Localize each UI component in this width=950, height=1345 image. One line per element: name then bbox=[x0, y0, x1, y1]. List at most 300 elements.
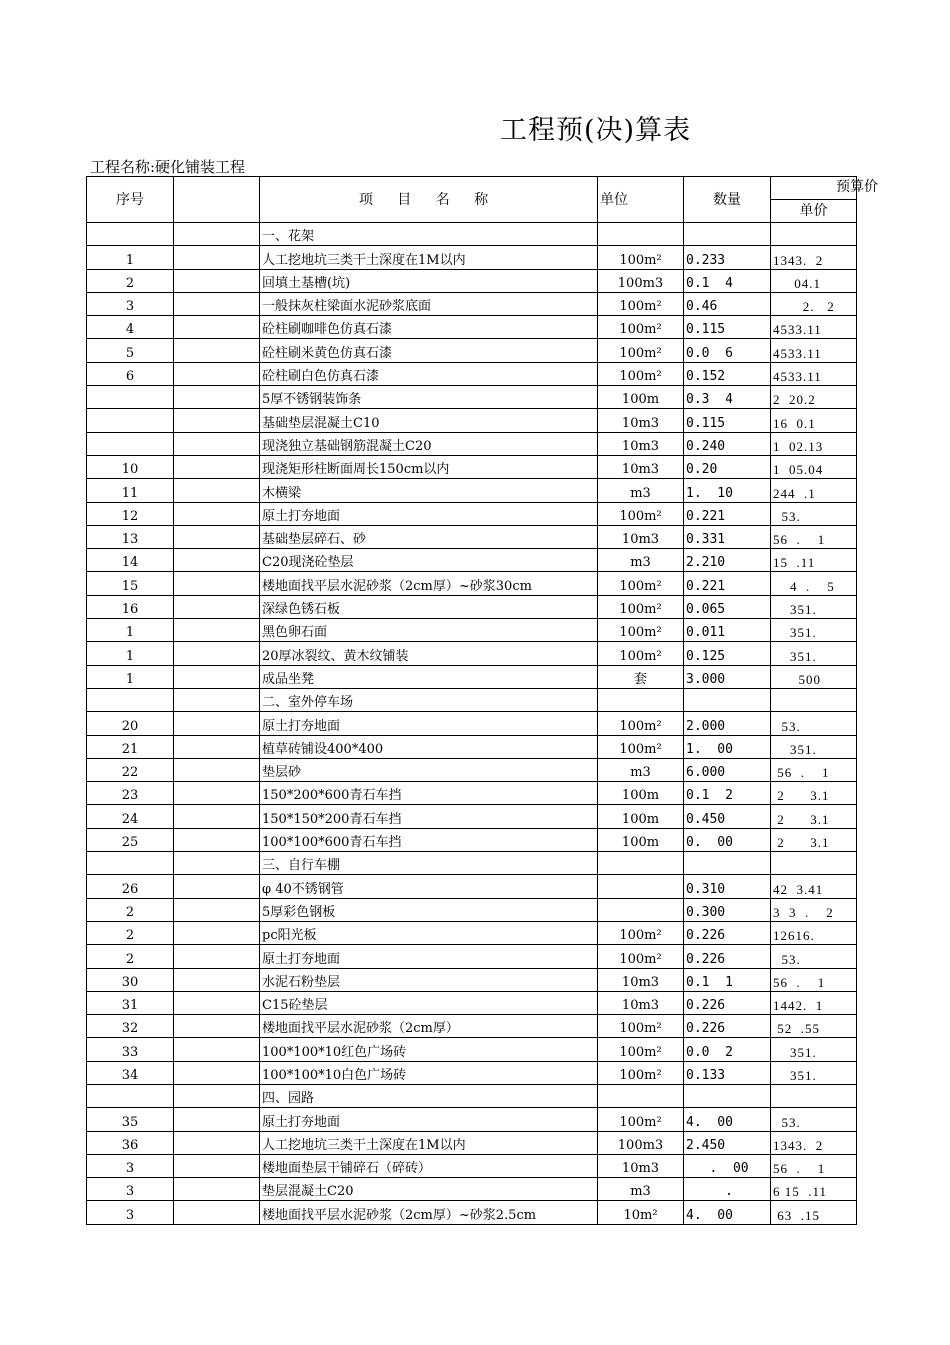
row-seq: 31 bbox=[87, 991, 174, 1014]
row-seq: 15 bbox=[87, 572, 174, 595]
row-name: 100*100*10红色广场砖 bbox=[260, 1038, 598, 1061]
row-seq bbox=[87, 1084, 174, 1107]
table-row bbox=[87, 642, 857, 665]
row-qty: 0.331 bbox=[684, 525, 771, 548]
row-price: 56 . 1 bbox=[771, 968, 857, 991]
row-name: 一、花架 bbox=[260, 223, 598, 246]
row-blank bbox=[174, 223, 260, 246]
row-unit: 100m bbox=[598, 828, 684, 851]
row-price: 2 3.1 bbox=[771, 782, 857, 805]
row-name: 100*100*600青石车挡 bbox=[260, 828, 598, 851]
row-unit: 10m3 bbox=[598, 432, 684, 455]
row-qty: 0.300 bbox=[684, 898, 771, 921]
header-name: 项 目 名 称 bbox=[260, 177, 598, 223]
row-unit: 100m² bbox=[598, 339, 684, 362]
row-unit bbox=[598, 688, 684, 711]
table-row bbox=[87, 549, 857, 572]
table-row bbox=[87, 1201, 857, 1224]
row-blank bbox=[174, 269, 260, 292]
row-name: C20现浇砼垫层 bbox=[260, 549, 598, 572]
table-row bbox=[87, 688, 857, 711]
row-seq: 5 bbox=[87, 339, 174, 362]
row-price: 2 3.1 bbox=[771, 828, 857, 851]
row-unit: 10m3 bbox=[598, 525, 684, 548]
row-name: 150*200*600青石车挡 bbox=[260, 782, 598, 805]
row-unit: 100m² bbox=[598, 1108, 684, 1131]
row-price bbox=[771, 688, 857, 711]
row-blank bbox=[174, 735, 260, 758]
table-row bbox=[87, 1061, 857, 1084]
table-row bbox=[87, 968, 857, 991]
row-blank bbox=[174, 362, 260, 385]
row-blank bbox=[174, 339, 260, 362]
row-qty: 0.1 4 bbox=[684, 269, 771, 292]
row-seq: 22 bbox=[87, 758, 174, 781]
row-seq: 1 bbox=[87, 246, 174, 269]
row-qty: 0.133 bbox=[684, 1061, 771, 1084]
row-price: 1343. 2 bbox=[771, 246, 857, 269]
row-price: 6 15 .11 bbox=[771, 1178, 857, 1201]
row-blank bbox=[174, 619, 260, 642]
row-blank bbox=[174, 828, 260, 851]
row-blank bbox=[174, 455, 260, 478]
row-price: 351. bbox=[771, 1061, 857, 1084]
row-price: 351. bbox=[771, 1038, 857, 1061]
row-blank bbox=[174, 432, 260, 455]
row-unit: 100m² bbox=[598, 572, 684, 595]
row-qty: 0.011 bbox=[684, 619, 771, 642]
row-qty: 2.000 bbox=[684, 712, 771, 735]
row-blank bbox=[174, 782, 260, 805]
table-row bbox=[87, 572, 857, 595]
row-unit: 100m² bbox=[598, 246, 684, 269]
row-seq: 24 bbox=[87, 805, 174, 828]
table-row bbox=[87, 525, 857, 548]
row-unit: 100m bbox=[598, 782, 684, 805]
row-qty: 0.240 bbox=[684, 432, 771, 455]
table-row bbox=[87, 945, 857, 968]
row-blank bbox=[174, 758, 260, 781]
row-qty bbox=[684, 223, 771, 246]
table-row bbox=[87, 502, 857, 525]
row-unit: 100m² bbox=[598, 712, 684, 735]
row-qty: 4. 00 bbox=[684, 1201, 771, 1224]
row-qty: 0.1 2 bbox=[684, 782, 771, 805]
row-blank bbox=[174, 945, 260, 968]
row-unit bbox=[598, 875, 684, 898]
row-unit: m3 bbox=[598, 479, 684, 502]
row-seq: 3 bbox=[87, 1201, 174, 1224]
row-price: 12616. bbox=[771, 921, 857, 944]
row-blank bbox=[174, 1108, 260, 1131]
row-unit: 10m² bbox=[598, 1201, 684, 1224]
row-blank bbox=[174, 525, 260, 548]
table-row bbox=[87, 479, 857, 502]
row-price: 53. bbox=[771, 502, 857, 525]
row-blank bbox=[174, 316, 260, 339]
table-row bbox=[87, 875, 857, 898]
row-unit: 100m² bbox=[598, 1038, 684, 1061]
row-unit: 100m² bbox=[598, 642, 684, 665]
table-row bbox=[87, 1038, 857, 1061]
row-qty: 0.125 bbox=[684, 642, 771, 665]
row-name: 20厚冰裂纹、黄木纹铺装 bbox=[260, 642, 598, 665]
row-unit: 100m² bbox=[598, 921, 684, 944]
table-row bbox=[87, 409, 857, 432]
row-unit: 100m3 bbox=[598, 269, 684, 292]
row-price bbox=[771, 223, 857, 246]
row-price: 1 02.13 bbox=[771, 432, 857, 455]
row-blank bbox=[174, 502, 260, 525]
row-price: 16 0.1 bbox=[771, 409, 857, 432]
row-qty: 1. 10 bbox=[684, 479, 771, 502]
row-price: 15 .11 bbox=[771, 549, 857, 572]
table-row bbox=[87, 1108, 857, 1131]
row-unit: 10m3 bbox=[598, 968, 684, 991]
row-unit: m3 bbox=[598, 549, 684, 572]
row-qty: 0. 00 bbox=[684, 828, 771, 851]
table-row bbox=[87, 455, 857, 478]
row-name: 深绿色锈石板 bbox=[260, 595, 598, 618]
header-row bbox=[87, 177, 857, 200]
row-unit: 100m² bbox=[598, 1015, 684, 1038]
row-name: 原土打夯地面 bbox=[260, 945, 598, 968]
row-blank bbox=[174, 549, 260, 572]
row-price: 4 . 5 bbox=[771, 572, 857, 595]
row-seq: 2 bbox=[87, 269, 174, 292]
row-qty: 0.226 bbox=[684, 945, 771, 968]
table-row bbox=[87, 712, 857, 735]
row-unit: 100m² bbox=[598, 362, 684, 385]
row-seq: 2 bbox=[87, 945, 174, 968]
row-price: 2. 2 bbox=[771, 292, 857, 315]
row-name: 三、自行车棚 bbox=[260, 852, 598, 875]
row-qty: 0.115 bbox=[684, 316, 771, 339]
row-qty: 6.000 bbox=[684, 758, 771, 781]
row-blank bbox=[174, 642, 260, 665]
row-price: 500 bbox=[771, 665, 857, 688]
row-unit: 10m3 bbox=[598, 455, 684, 478]
row-unit: m3 bbox=[598, 758, 684, 781]
row-seq: 21 bbox=[87, 735, 174, 758]
row-name: pc阳光板 bbox=[260, 921, 598, 944]
row-price: 52 .55 bbox=[771, 1015, 857, 1038]
row-blank bbox=[174, 1131, 260, 1154]
row-price: 53. bbox=[771, 945, 857, 968]
row-blank bbox=[174, 246, 260, 269]
row-price: 351. bbox=[771, 735, 857, 758]
row-name: 150*150*200青石车挡 bbox=[260, 805, 598, 828]
table-row bbox=[87, 1015, 857, 1038]
row-unit bbox=[598, 852, 684, 875]
row-seq bbox=[87, 852, 174, 875]
header-seq: 序号 bbox=[87, 177, 174, 223]
row-price bbox=[771, 1084, 857, 1107]
row-qty: 0.0 2 bbox=[684, 1038, 771, 1061]
table-row bbox=[87, 1131, 857, 1154]
table-row bbox=[87, 595, 857, 618]
row-name: φ 40不锈钢管 bbox=[260, 875, 598, 898]
row-price: 1442. 1 bbox=[771, 991, 857, 1014]
table-row bbox=[87, 432, 857, 455]
row-price: 4533.11 bbox=[771, 362, 857, 385]
project-name: 工程名称:硬化铺装工程 bbox=[90, 158, 246, 176]
row-blank bbox=[174, 292, 260, 315]
row-name: 一般抹灰柱梁面水泥砂浆底面 bbox=[260, 292, 598, 315]
row-name: 木横梁 bbox=[260, 479, 598, 502]
table-row bbox=[87, 921, 857, 944]
row-price: 4533.11 bbox=[771, 316, 857, 339]
row-unit: 10m3 bbox=[598, 409, 684, 432]
row-name: 楼地面找平层水泥砂浆（2cm厚）~砂浆30cm bbox=[260, 572, 598, 595]
row-price: 1343. 2 bbox=[771, 1131, 857, 1154]
row-qty bbox=[684, 852, 771, 875]
row-seq: 4 bbox=[87, 316, 174, 339]
row-blank bbox=[174, 1015, 260, 1038]
row-unit bbox=[598, 1084, 684, 1107]
row-name: 原土打夯地面 bbox=[260, 712, 598, 735]
row-price: 1 05.04 bbox=[771, 455, 857, 478]
row-name: 5厚不锈钢装饰条 bbox=[260, 386, 598, 409]
row-qty: 4. 00 bbox=[684, 1108, 771, 1131]
row-unit: 100m bbox=[598, 805, 684, 828]
table-row bbox=[87, 339, 857, 362]
row-qty: 0.226 bbox=[684, 991, 771, 1014]
row-unit: 100m² bbox=[598, 502, 684, 525]
page-title: 工程预(决)算表 bbox=[500, 115, 692, 146]
row-unit: 100m3 bbox=[598, 1131, 684, 1154]
row-qty bbox=[684, 1084, 771, 1107]
row-qty bbox=[684, 688, 771, 711]
row-blank bbox=[174, 898, 260, 921]
table-row bbox=[87, 386, 857, 409]
row-blank bbox=[174, 1084, 260, 1107]
table-row bbox=[87, 758, 857, 781]
header-unit: 单位 bbox=[598, 177, 684, 223]
row-blank bbox=[174, 386, 260, 409]
row-name: 二、室外停车场 bbox=[260, 688, 598, 711]
table-row bbox=[87, 223, 857, 246]
row-name: 100*100*10白色广场砖 bbox=[260, 1061, 598, 1084]
header-budget-cell bbox=[771, 177, 878, 200]
row-name: 楼地面找平层水泥砂浆（2cm厚） bbox=[260, 1015, 598, 1038]
row-qty: 0.226 bbox=[684, 921, 771, 944]
row-unit bbox=[598, 898, 684, 921]
table-row bbox=[87, 735, 857, 758]
row-seq bbox=[87, 409, 174, 432]
row-price: 4533.11 bbox=[771, 339, 857, 362]
row-seq: 3 bbox=[87, 292, 174, 315]
row-seq: 36 bbox=[87, 1131, 174, 1154]
row-seq: 20 bbox=[87, 712, 174, 735]
row-seq: 32 bbox=[87, 1015, 174, 1038]
row-seq: 1 bbox=[87, 619, 174, 642]
row-name: 5厚彩色钢板 bbox=[260, 898, 598, 921]
row-qty: 0.1 1 bbox=[684, 968, 771, 991]
row-blank bbox=[174, 712, 260, 735]
table-row bbox=[87, 269, 857, 292]
row-name: 楼地面找平层水泥砂浆（2cm厚）~砂浆2.5cm bbox=[260, 1201, 598, 1224]
row-qty: 1. 00 bbox=[684, 735, 771, 758]
row-unit: 100m bbox=[598, 386, 684, 409]
row-qty: 2.450 bbox=[684, 1131, 771, 1154]
row-name: 成品坐凳 bbox=[260, 665, 598, 688]
row-unit: 100m² bbox=[598, 619, 684, 642]
row-seq bbox=[87, 223, 174, 246]
row-seq: 3 bbox=[87, 1154, 174, 1177]
row-qty: 3.000 bbox=[684, 665, 771, 688]
table-row bbox=[87, 828, 857, 851]
table-row bbox=[87, 852, 857, 875]
table-row bbox=[87, 805, 857, 828]
row-seq: 26 bbox=[87, 875, 174, 898]
row-seq: 13 bbox=[87, 525, 174, 548]
row-price bbox=[771, 852, 857, 875]
row-qty: 0.450 bbox=[684, 805, 771, 828]
header-budget: 预算价 bbox=[836, 179, 878, 195]
row-name: 植草砖铺设400*400 bbox=[260, 735, 598, 758]
row-qty: 0.226 bbox=[684, 1015, 771, 1038]
row-qty: 0.221 bbox=[684, 572, 771, 595]
row-seq: 14 bbox=[87, 549, 174, 572]
row-name: 基础垫层碎石、砂 bbox=[260, 525, 598, 548]
row-blank bbox=[174, 1038, 260, 1061]
row-name: 现浇矩形柱断面周长150cm以内 bbox=[260, 455, 598, 478]
row-unit: m3 bbox=[598, 1178, 684, 1201]
row-seq: 2 bbox=[87, 921, 174, 944]
row-name: 人工挖地坑三类干土深度在1M以内 bbox=[260, 246, 598, 269]
row-blank bbox=[174, 572, 260, 595]
row-blank bbox=[174, 1178, 260, 1201]
row-blank bbox=[174, 991, 260, 1014]
row-qty: 0.065 bbox=[684, 595, 771, 618]
row-seq: 11 bbox=[87, 479, 174, 502]
row-seq: 25 bbox=[87, 828, 174, 851]
row-unit: 100m² bbox=[598, 292, 684, 315]
row-name: 现浇独立基础钢筋混凝土C20 bbox=[260, 432, 598, 455]
row-blank bbox=[174, 479, 260, 502]
table-row bbox=[87, 782, 857, 805]
row-price: 244 .1 bbox=[771, 479, 857, 502]
table-row bbox=[87, 362, 857, 385]
row-blank bbox=[174, 1201, 260, 1224]
row-seq: 10 bbox=[87, 455, 174, 478]
header-blank bbox=[174, 177, 260, 223]
table-row bbox=[87, 316, 857, 339]
row-seq: 6 bbox=[87, 362, 174, 385]
row-price: 2 3.1 bbox=[771, 805, 857, 828]
row-blank bbox=[174, 595, 260, 618]
row-blank bbox=[174, 1154, 260, 1177]
header-unit-price: 单价 bbox=[771, 200, 857, 223]
row-price: 63 .15 bbox=[771, 1201, 857, 1224]
row-seq bbox=[87, 432, 174, 455]
row-qty: 0.0 6 bbox=[684, 339, 771, 362]
row-blank bbox=[174, 665, 260, 688]
row-qty: 0.310 bbox=[684, 875, 771, 898]
row-seq: 1 bbox=[87, 642, 174, 665]
row-blank bbox=[174, 1061, 260, 1084]
row-name: 回填土基槽(坑) bbox=[260, 269, 598, 292]
table-row bbox=[87, 619, 857, 642]
row-name: 楼地面垫层干铺碎石（碎砖） bbox=[260, 1154, 598, 1177]
row-price: 351. bbox=[771, 642, 857, 665]
row-name: 垫层砂 bbox=[260, 758, 598, 781]
row-price: 351. bbox=[771, 619, 857, 642]
row-blank bbox=[174, 921, 260, 944]
row-seq: 2 bbox=[87, 898, 174, 921]
table-row bbox=[87, 991, 857, 1014]
row-qty: . bbox=[684, 1178, 771, 1201]
table-row bbox=[87, 1154, 857, 1177]
row-seq: 35 bbox=[87, 1108, 174, 1131]
table-row bbox=[87, 1178, 857, 1201]
row-seq: 3 bbox=[87, 1178, 174, 1201]
row-unit: 100m² bbox=[598, 735, 684, 758]
row-seq: 30 bbox=[87, 968, 174, 991]
row-seq bbox=[87, 386, 174, 409]
row-unit: 100m² bbox=[598, 945, 684, 968]
row-qty: 0.233 bbox=[684, 246, 771, 269]
row-name: 四、园路 bbox=[260, 1084, 598, 1107]
table-row bbox=[87, 1084, 857, 1107]
row-qty: 0.115 bbox=[684, 409, 771, 432]
row-unit: 100m² bbox=[598, 1061, 684, 1084]
row-seq: 16 bbox=[87, 595, 174, 618]
row-name: 水泥石粉垫层 bbox=[260, 968, 598, 991]
row-price: 56 . 1 bbox=[771, 758, 857, 781]
table-row bbox=[87, 665, 857, 688]
row-blank bbox=[174, 968, 260, 991]
table-row bbox=[87, 898, 857, 921]
row-seq bbox=[87, 688, 174, 711]
row-name: 垫层混凝土C20 bbox=[260, 1178, 598, 1201]
row-price: 56 . 1 bbox=[771, 525, 857, 548]
row-price: 2 20.2 bbox=[771, 386, 857, 409]
row-name: 原土打夯地面 bbox=[260, 502, 598, 525]
row-qty: . 00 bbox=[684, 1154, 771, 1177]
row-name: 砼柱刷白色仿真石漆 bbox=[260, 362, 598, 385]
row-price: 56 . 1 bbox=[771, 1154, 857, 1177]
row-name: 人工挖地坑三类干土深度在1M以内 bbox=[260, 1131, 598, 1154]
row-unit: 100m² bbox=[598, 316, 684, 339]
row-price: 42 3.41 bbox=[771, 875, 857, 898]
row-blank bbox=[174, 688, 260, 711]
row-unit: 套 bbox=[598, 665, 684, 688]
row-name: 砼柱刷米黄色仿真石漆 bbox=[260, 339, 598, 362]
row-seq: 33 bbox=[87, 1038, 174, 1061]
row-name: C15砼垫层 bbox=[260, 991, 598, 1014]
row-price: 3 3 . 2 bbox=[771, 898, 857, 921]
row-unit: 100m² bbox=[598, 595, 684, 618]
row-seq: 1 bbox=[87, 665, 174, 688]
row-blank bbox=[174, 409, 260, 432]
row-qty: 2.210 bbox=[684, 549, 771, 572]
row-qty: 0.221 bbox=[684, 502, 771, 525]
row-blank bbox=[174, 875, 260, 898]
row-seq: 34 bbox=[87, 1061, 174, 1084]
row-name: 原土打夯地面 bbox=[260, 1108, 598, 1131]
row-name: 基础垫层混凝土C10 bbox=[260, 409, 598, 432]
row-price: 351. bbox=[771, 595, 857, 618]
row-price: 04.1 bbox=[771, 269, 857, 292]
row-name: 砼柱刷咖啡色仿真石漆 bbox=[260, 316, 598, 339]
row-blank bbox=[174, 852, 260, 875]
table-row bbox=[87, 292, 857, 315]
row-qty: 0.152 bbox=[684, 362, 771, 385]
budget-table bbox=[86, 176, 878, 1225]
row-seq: 12 bbox=[87, 502, 174, 525]
